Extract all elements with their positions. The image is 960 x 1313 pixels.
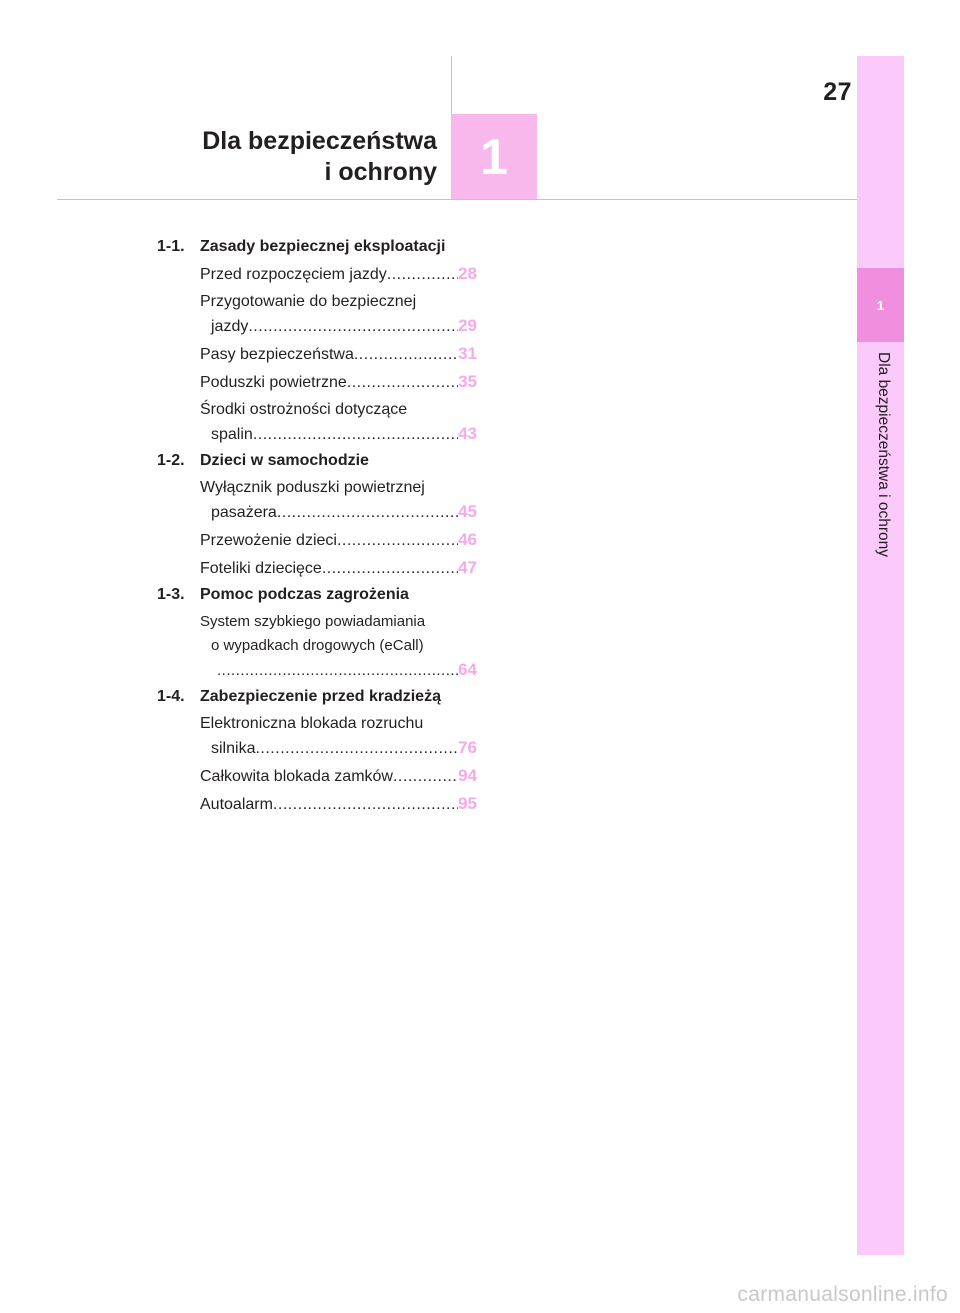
- entry-text: Pasy bezpieczeństwa: [200, 346, 354, 363]
- entry-text: Przewożenie dzieci: [200, 532, 337, 549]
- entry-text: System szybkiego powiadamiania: [200, 613, 426, 630]
- page-link[interactable]: 28: [458, 264, 477, 283]
- chapter-number-box: 1: [451, 114, 537, 199]
- entry-text: pasażera: [211, 504, 277, 521]
- page-link[interactable]: 95: [458, 794, 477, 813]
- entry-text: Foteliki dziecięce: [200, 560, 322, 577]
- entry-text: jazdy: [211, 318, 249, 335]
- toc-entry[interactable]: [200, 764, 477, 792]
- chapter-title-line1: Dla bezpieczeństwa: [202, 127, 437, 155]
- entry-text: Środki ostrożności dotyczące: [200, 401, 408, 418]
- page-link[interactable]: 64: [458, 660, 477, 679]
- entry-text: Poduszki powietrzne: [200, 374, 347, 391]
- toc-entry[interactable]: [200, 556, 477, 584]
- side-index-strip: [857, 56, 904, 1255]
- page-link[interactable]: 46: [458, 530, 477, 549]
- watermark-text: carmanualsonline.info: [737, 1283, 948, 1306]
- toc-section[interactable]: [157, 584, 477, 610]
- toc-section[interactable]: [157, 450, 477, 476]
- page-link[interactable]: 29: [458, 316, 477, 335]
- toc-section[interactable]: [157, 236, 477, 262]
- page-number: 27: [823, 78, 852, 106]
- entry-text: Przygotowanie do bezpiecznej: [200, 293, 417, 310]
- section-title: Dzieci w samochodzie: [200, 452, 369, 469]
- entry-text: o wypadkach drogowych (eCall): [211, 637, 424, 654]
- toc-section[interactable]: [157, 686, 477, 712]
- toc-entry[interactable]: [200, 290, 477, 342]
- toc-entry[interactable]: [200, 476, 477, 528]
- entry-text: silnika: [211, 740, 256, 757]
- toc-entry[interactable]: [200, 398, 477, 450]
- page-link[interactable]: 94: [458, 766, 477, 785]
- page-link[interactable]: 76: [458, 738, 477, 757]
- page-link[interactable]: 45: [458, 502, 477, 521]
- toc-entry[interactable]: [200, 610, 477, 686]
- toc-entry[interactable]: [200, 712, 477, 764]
- chapter-title: [150, 126, 437, 188]
- toc-entry[interactable]: [200, 528, 477, 556]
- entry-text: Elektroniczna blokada rozruchu: [200, 715, 424, 732]
- section-number: 1-3.: [157, 586, 185, 603]
- header-horizontal-rule: [57, 199, 857, 200]
- section-title: Zasady bezpiecznej eksploatacji: [200, 238, 446, 255]
- section-number: 1-1.: [157, 238, 185, 255]
- section-title: Pomoc podczas zagrożenia: [200, 586, 409, 603]
- toc-entry[interactable]: [200, 370, 477, 398]
- entry-text: Wyłącznik poduszki powietrznej: [200, 479, 425, 496]
- entry-text: Autoalarm: [200, 796, 273, 813]
- header-vertical-rule: [451, 56, 452, 114]
- page-link[interactable]: 43: [458, 424, 477, 443]
- section-title: Zabezpieczenie przed kradzieżą: [200, 688, 441, 705]
- entry-text: spalin: [211, 426, 253, 443]
- chapter-title-line2: i ochrony: [324, 158, 437, 186]
- section-number: 1-4.: [157, 688, 185, 705]
- page-link[interactable]: 31: [458, 344, 477, 363]
- entry-text: Przed rozpoczęciem jazdy: [200, 266, 387, 283]
- table-of-contents: [157, 236, 477, 820]
- side-tab-chapter-1[interactable]: 1: [857, 268, 904, 342]
- page-link[interactable]: 35: [458, 372, 477, 391]
- toc-entry[interactable]: [200, 792, 477, 820]
- toc-entry[interactable]: [200, 262, 477, 290]
- section-number: 1-2.: [157, 452, 185, 469]
- side-tab-label: Dla bezpieczeństwa i ochrony: [875, 352, 892, 558]
- page-link[interactable]: 47: [458, 558, 477, 577]
- entry-text: Całkowita blokada zamków: [200, 768, 393, 785]
- toc-entry[interactable]: [200, 342, 477, 370]
